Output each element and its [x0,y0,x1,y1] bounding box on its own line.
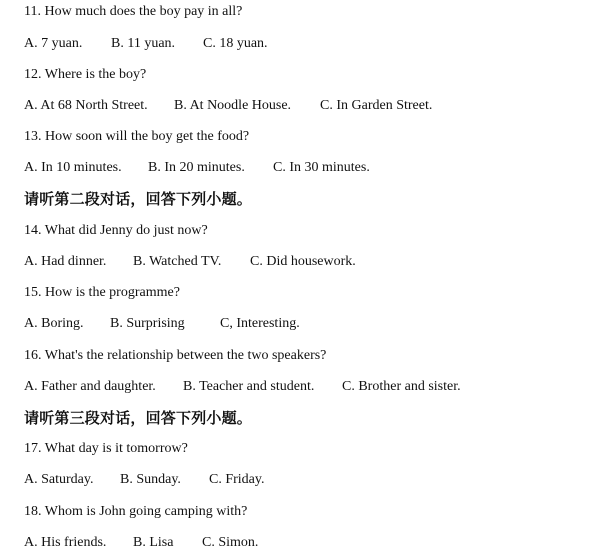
option-14-b: B. Watched TV. [133,254,222,269]
option-15-a: A. Boring. [24,316,84,331]
question-17: 17. What day is it tomorrow? [24,441,188,456]
option-13-b: B. In 20 minutes. [148,160,245,175]
option-15-b: B. Surprising [110,316,185,331]
option-14-c: C. Did housework. [250,254,356,269]
options-15 [24,315,300,333]
option-12-b: B. At Noodle House. [174,98,292,113]
option-13-a: A. In 10 minutes. [24,160,122,175]
option-11-c: C. 18 yuan. [203,36,268,51]
option-11-a: A. 7 yuan. [24,36,83,51]
question-15: 15. How is the programme? [24,285,180,300]
options-12 [24,97,432,115]
option-16-a: A. Father and daughter. [24,379,156,394]
options-14 [24,253,356,271]
option-17-c: C. Friday. [209,472,265,487]
options-17 [24,471,264,489]
option-11-b: B. 11 yuan. [111,36,176,51]
question-11: 11. How much does the boy pay in all? [24,4,243,19]
option-14-a: A. Had dinner. [24,254,107,269]
option-18-a: A. His friends. [24,535,107,550]
option-17-b: B. Sunday. [120,472,181,487]
option-18-b: B. Lisa [133,535,174,550]
options-11 [24,35,268,53]
option-13-c: C. In 30 minutes. [273,160,370,175]
question-16: 16. What's the relationship between the two speakers? [24,348,327,363]
options-13 [24,159,370,177]
option-16-b: B. Teacher and student. [183,379,315,394]
section-heading-2: 请听第二段对话，回答下列小题。 [24,190,253,208]
options-16 [24,378,461,396]
option-12-c: C. In Garden Street. [320,98,433,113]
question-12: 12. Where is the boy? [24,67,147,82]
options-18 [24,534,258,552]
option-16-c: C. Brother and sister. [342,379,461,394]
option-12-a: A. At 68 North Street. [24,98,148,113]
option-18-c: C. Simon. [202,535,259,550]
option-17-a: A. Saturday. [24,472,94,487]
section-heading-3: 请听第三段对话，回答下列小题。 [24,409,253,427]
question-13: 13. How soon will the boy get the food? [24,129,250,144]
question-14: 14. What did Jenny do just now? [24,223,208,238]
question-18: 18. Whom is John going camping with? [24,504,248,519]
option-15-c: C, Interesting. [220,316,300,331]
